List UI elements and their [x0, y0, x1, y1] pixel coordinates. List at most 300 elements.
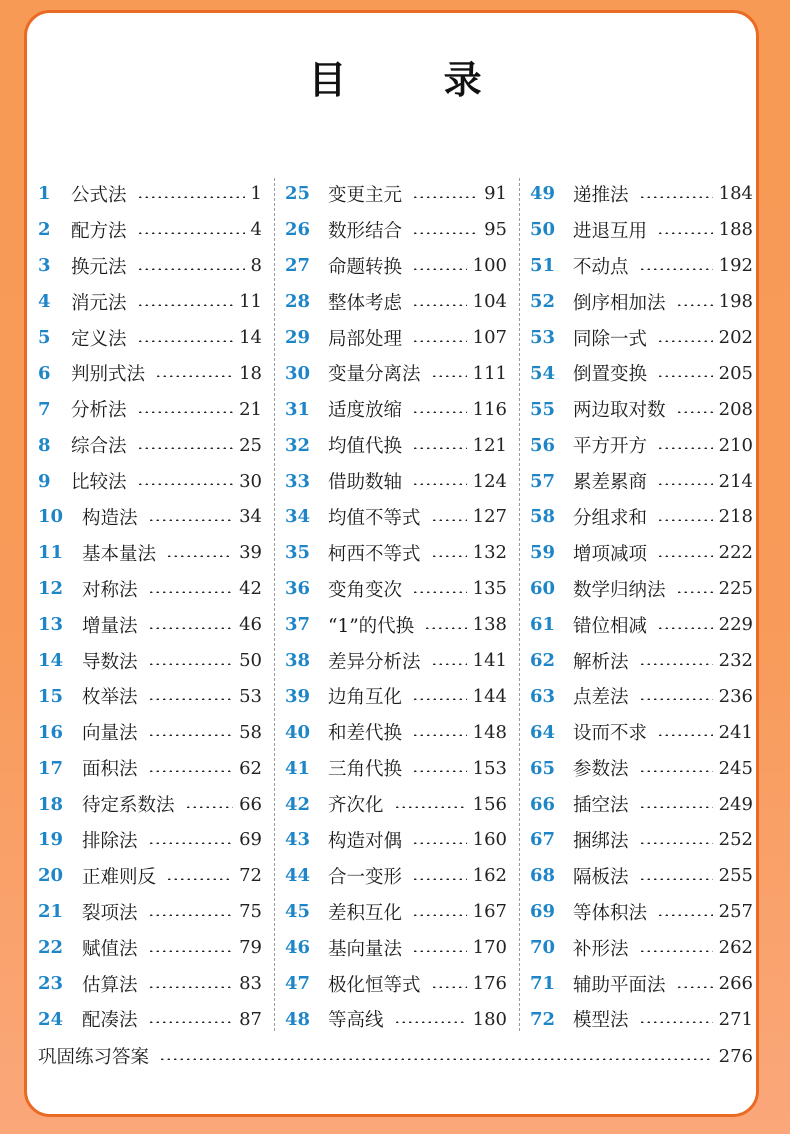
toc-entry-number: 61 [530, 614, 556, 636]
leader-dots [412, 591, 467, 593]
toc-entry-name: 借助数轴 [328, 472, 403, 494]
toc-entry-page: 192 [718, 255, 753, 277]
toc-entry-number: 57 [530, 470, 556, 492]
toc-entry-name: 边角互化 [328, 687, 403, 709]
toc-entry-number: 23 [38, 973, 64, 995]
toc-entry-page: 30 [239, 470, 262, 492]
toc-entry[interactable] [38, 966, 262, 1002]
toc-entry[interactable] [285, 571, 507, 607]
toc-entry-page: 255 [718, 865, 753, 887]
toc-entry-name: 隔板法 [573, 866, 629, 888]
leader-dots [148, 950, 234, 952]
leader-dots [639, 698, 713, 700]
toc-entry-name: 换元法 [71, 256, 127, 278]
toc-entry[interactable] [285, 248, 507, 284]
toc-entry[interactable] [38, 750, 262, 786]
toc-entry-name: 点差法 [573, 687, 629, 709]
toc-entry-name: 递推法 [573, 184, 629, 206]
toc-entry-name: 向量法 [82, 723, 138, 745]
toc-entry[interactable] [285, 966, 507, 1002]
leader-dots [412, 950, 467, 952]
toc-entry-number: 66 [530, 793, 556, 815]
leader-dots [148, 770, 234, 772]
toc-entry-page: 180 [472, 1008, 507, 1030]
toc-entry-name: 整体考虑 [328, 292, 403, 314]
leader-dots [412, 842, 467, 844]
toc-entry-page: 58 [239, 721, 262, 743]
toc-entry[interactable] [285, 212, 507, 248]
toc-entry[interactable] [38, 894, 262, 930]
leader-dots [431, 375, 467, 377]
toc-entry-name: 赋值法 [82, 938, 138, 960]
toc-entry-page: 202 [718, 327, 753, 348]
toc-entry-name: 合一变形 [328, 866, 403, 888]
toc-entry-answers[interactable] [38, 1040, 753, 1072]
toc-entry[interactable] [530, 248, 753, 284]
toc-entry-number: 69 [530, 901, 556, 923]
toc-entry[interactable] [285, 499, 507, 535]
toc-entry-page: 18 [239, 362, 262, 384]
toc-entry-page: 66 [239, 793, 262, 815]
toc-entry-page: 11 [239, 291, 262, 313]
toc-entry-name: 解析法 [573, 651, 629, 673]
toc-entry-number: 55 [530, 398, 556, 420]
toc-entry-page: 62 [239, 757, 262, 779]
toc-entry-number: 67 [530, 829, 556, 851]
toc-entry[interactable] [38, 499, 262, 535]
leader-dots [137, 304, 234, 306]
toc-entry-number: 68 [530, 865, 556, 887]
toc-entry-page: 245 [718, 757, 753, 779]
toc-entry-number: 32 [285, 434, 311, 456]
toc-entry-page: 271 [718, 1008, 753, 1030]
leader-dots [166, 878, 233, 880]
toc-entry[interactable] [38, 391, 262, 427]
toc-entry[interactable] [530, 427, 753, 463]
toc-entry-page: 214 [718, 470, 753, 492]
toc-entry-page: 53 [239, 685, 262, 707]
toc-entry-name: 定义法 [71, 328, 127, 350]
toc-entry[interactable] [38, 535, 262, 571]
toc-entry-page: 46 [239, 614, 262, 636]
toc-entry-name: 局部处理 [328, 328, 403, 350]
toc-entry-page: 205 [718, 362, 753, 384]
toc-entry-number: 51 [530, 255, 556, 277]
toc-entry[interactable] [530, 535, 753, 571]
leader-dots [412, 447, 467, 449]
toc-entry-page: 75 [239, 901, 262, 923]
toc-entry[interactable] [285, 714, 507, 750]
toc-entry[interactable] [530, 571, 753, 607]
toc-entry-name: 倒序相加法 [573, 292, 666, 314]
toc-entry-name: 同除一式 [573, 328, 648, 350]
toc-entry[interactable] [530, 1001, 753, 1037]
toc-entry[interactable] [530, 284, 753, 320]
toc-entry-name: “1”的代换 [328, 615, 415, 637]
toc-entry-number: 22 [38, 937, 64, 959]
toc-entry[interactable] [530, 463, 753, 499]
leader-dots [657, 519, 713, 521]
toc-entry-page: 121 [472, 434, 507, 456]
leader-dots [639, 878, 713, 880]
toc-entry[interactable] [530, 894, 753, 930]
toc-entry[interactable] [285, 176, 507, 212]
leader-dots [657, 340, 713, 342]
leader-dots [676, 591, 713, 593]
toc-entry-number: 50 [530, 219, 556, 241]
toc-entry-page: 1 [250, 183, 262, 205]
toc-entry[interactable] [285, 643, 507, 679]
toc-entry-number: 33 [285, 470, 311, 492]
toc-entry[interactable] [530, 355, 753, 391]
toc-entry-name: 变量分离法 [328, 364, 421, 386]
toc-entry[interactable] [38, 571, 262, 607]
toc-entry-number: 13 [38, 614, 64, 636]
toc-entry-name: 三角代换 [328, 759, 403, 781]
leader-dots [412, 411, 467, 413]
toc-entry-name: 增量法 [82, 615, 138, 637]
toc-entry[interactable] [285, 930, 507, 966]
toc-entry[interactable] [38, 786, 262, 822]
leader-dots [166, 555, 233, 557]
toc-entry[interactable] [38, 1001, 262, 1037]
toc-entry[interactable] [38, 427, 262, 463]
toc-entry-number: 42 [285, 793, 311, 815]
toc-entry-page: 148 [472, 721, 507, 743]
toc-entry[interactable] [530, 320, 753, 356]
toc-entry-name: 差积互化 [328, 902, 403, 924]
toc-entry-name: 错位相减 [573, 615, 648, 637]
leader-dots [412, 770, 467, 772]
toc-entry-number: 48 [285, 1008, 311, 1030]
toc-entry-page: 14 [239, 327, 262, 348]
toc-entry[interactable] [530, 212, 753, 248]
toc-entry-name: 设而不求 [573, 723, 648, 745]
toc-entry-name: 适度放缩 [328, 400, 403, 422]
toc-entry-name: 插空法 [573, 795, 629, 817]
toc-entry-number: 44 [285, 865, 311, 887]
toc-entry-name: 倒置变换 [573, 364, 648, 386]
toc-entry-number: 70 [530, 937, 556, 959]
toc-entry-page: 69 [239, 829, 262, 851]
leader-dots [676, 411, 713, 413]
toc-entry-page: 257 [718, 901, 753, 923]
leader-dots [676, 986, 713, 988]
toc-entry[interactable] [530, 391, 753, 427]
toc-entry-page: 198 [718, 291, 753, 313]
toc-entry-number: 46 [285, 937, 311, 959]
leader-dots [431, 555, 467, 557]
leader-dots [148, 698, 234, 700]
leader-dots [148, 842, 234, 844]
leader-dots [657, 627, 713, 629]
toc-entry-number: 35 [285, 542, 311, 564]
leader-dots [657, 555, 713, 557]
toc-entry-name: 对称法 [82, 579, 138, 601]
toc-entry-number: 49 [530, 183, 556, 205]
leader-dots [639, 950, 713, 952]
toc-entry[interactable] [530, 930, 753, 966]
toc-entry[interactable] [285, 391, 507, 427]
toc-entry-number: 38 [285, 650, 311, 672]
toc-entry[interactable] [530, 499, 753, 535]
toc-entry-number: 12 [38, 578, 64, 600]
toc-entry-number: 45 [285, 901, 311, 923]
toc-entry-number: 39 [285, 685, 311, 707]
leader-dots [424, 627, 466, 629]
toc-entry-page: 104 [472, 291, 507, 313]
leader-dots [657, 914, 713, 916]
toc-entry-name: 累差累商 [573, 472, 648, 494]
toc-entry-number: 64 [530, 721, 556, 743]
toc-entry[interactable] [38, 355, 262, 391]
toc-entry-page: 218 [718, 506, 753, 528]
toc-entry-number: 20 [38, 865, 64, 887]
toc-entry[interactable] [38, 284, 262, 320]
toc-entry[interactable] [285, 894, 507, 930]
toc-entry-page: 176 [472, 973, 507, 995]
toc-entry[interactable] [38, 678, 262, 714]
toc-entry-number: 62 [530, 650, 556, 672]
toc-entry-page: 144 [472, 685, 507, 707]
leader-dots [394, 806, 467, 808]
toc-entry[interactable] [530, 822, 753, 858]
toc-entry-page: 91 [484, 183, 507, 205]
leader-dots [657, 232, 713, 234]
toc-entry-number: 15 [38, 685, 64, 707]
toc-entry[interactable] [38, 176, 262, 212]
toc-entry-page: 167 [472, 901, 507, 923]
leader-dots [412, 734, 467, 736]
leader-dots [159, 1058, 713, 1060]
leader-dots [137, 196, 245, 198]
leader-dots [412, 268, 467, 270]
toc-entry[interactable] [530, 176, 753, 212]
toc-entry-page: 241 [718, 721, 753, 743]
toc-entry[interactable] [38, 320, 262, 356]
toc-entry-name: 极化恒等式 [328, 974, 421, 996]
page-title: 目 录 [308, 57, 524, 102]
toc-entry[interactable] [285, 607, 507, 643]
leader-dots [657, 447, 713, 449]
toc-entry-name: 两边取对数 [573, 400, 666, 422]
leader-dots [431, 986, 467, 988]
toc-entry-number: 36 [285, 578, 311, 600]
leader-dots [137, 447, 234, 449]
leader-dots [657, 734, 713, 736]
toc-entry-number: 25 [285, 183, 311, 205]
toc-entry[interactable] [38, 822, 262, 858]
leader-dots [676, 304, 713, 306]
toc-entry-name: 枚举法 [82, 687, 138, 709]
toc-entry[interactable] [530, 786, 753, 822]
toc-entry[interactable] [285, 355, 507, 391]
toc-entry[interactable] [530, 750, 753, 786]
toc-entry[interactable] [285, 320, 507, 356]
toc-entry-name: 增项减项 [573, 543, 648, 565]
toc-entry-number: 27 [285, 255, 311, 277]
toc-entry-page: 262 [718, 937, 753, 959]
toc-entry[interactable] [38, 643, 262, 679]
toc-entry[interactable] [530, 714, 753, 750]
toc-entry[interactable] [38, 714, 262, 750]
toc-entry-page: 107 [472, 327, 507, 348]
toc-entry[interactable] [530, 858, 753, 894]
toc-entry-page: 153 [472, 757, 507, 779]
toc-entry[interactable] [285, 678, 507, 714]
toc-entry-page: 100 [472, 255, 507, 277]
leader-dots [412, 914, 467, 916]
toc-entry-name: 构造法 [82, 507, 138, 529]
toc-entry-name: 分析法 [71, 400, 127, 422]
toc-entry-number: 71 [530, 973, 556, 995]
toc-entry-page: 79 [239, 937, 262, 959]
toc-entry[interactable] [285, 1001, 507, 1037]
toc-entry-number: 26 [285, 219, 311, 241]
toc-entry[interactable] [38, 858, 262, 894]
toc-entry[interactable] [38, 212, 262, 248]
toc-entry-number: 58 [530, 506, 556, 528]
leader-dots [412, 698, 467, 700]
leader-dots [639, 770, 713, 772]
toc-entry[interactable] [38, 930, 262, 966]
toc-entry-page: 4 [250, 219, 262, 241]
toc-entry-name: 变更主元 [328, 184, 403, 206]
toc-entry[interactable] [530, 607, 753, 643]
toc-column-1 [38, 176, 262, 1037]
toc-entry-number: 14 [38, 650, 64, 672]
toc-entry-name: 参数法 [573, 759, 629, 781]
toc-entry-name: 构造对偶 [328, 830, 403, 852]
toc-entry-name: 配凑法 [82, 1010, 138, 1032]
toc-entry-page: 8 [250, 255, 262, 277]
toc-entry[interactable] [38, 248, 262, 284]
toc-entry-number: 9 [38, 470, 51, 492]
toc-entry-page: 141 [472, 650, 507, 672]
leader-dots [185, 806, 234, 808]
leader-dots [657, 375, 713, 377]
leader-dots [148, 627, 234, 629]
toc-entry-number: 72 [530, 1008, 556, 1030]
toc-entry[interactable] [285, 427, 507, 463]
leader-dots [394, 1021, 467, 1023]
toc-entry-name: 辅助平面法 [573, 974, 666, 996]
leader-dots [412, 232, 478, 234]
toc-entry-page: 236 [718, 685, 753, 707]
toc-entry-number: 10 [38, 506, 64, 528]
toc-entry-page: 222 [718, 542, 753, 564]
toc-entry-page: 83 [239, 973, 262, 995]
toc-entry-page: 162 [472, 865, 507, 887]
leader-dots [137, 268, 245, 270]
toc-entry-page: 50 [239, 650, 262, 672]
toc-entry-name: 均值不等式 [328, 507, 421, 529]
toc-entry-page: 34 [239, 506, 262, 528]
toc-entry-number: 29 [285, 327, 311, 348]
toc-entry[interactable] [38, 607, 262, 643]
leader-dots [412, 340, 467, 342]
toc-entry-number: 16 [38, 721, 64, 743]
toc-entry-number: 40 [285, 721, 311, 743]
toc-entry[interactable] [285, 535, 507, 571]
toc-entry-name: 等体积法 [573, 902, 648, 924]
toc-entry-name: 均值代换 [328, 436, 403, 458]
toc-entry-name: 导数法 [82, 651, 138, 673]
toc-entry-name: 基向量法 [328, 938, 403, 960]
leader-dots [431, 519, 467, 521]
leader-dots [155, 375, 233, 377]
leader-dots [412, 196, 478, 198]
toc-entry-page: 252 [718, 829, 753, 851]
leader-dots [639, 196, 713, 198]
toc-entry-name: 排除法 [82, 830, 138, 852]
toc-entry-name: 模型法 [573, 1010, 629, 1032]
toc-entry-name: 配方法 [71, 220, 127, 242]
toc-entry-page: 160 [472, 829, 507, 851]
toc-entry-number: 65 [530, 757, 556, 779]
toc-entry-page: 138 [472, 614, 507, 636]
toc-entry-name: 判别式法 [71, 364, 146, 386]
toc-entry-number: 53 [530, 327, 556, 348]
toc-entry[interactable] [530, 678, 753, 714]
toc-entry-page: 156 [472, 793, 507, 815]
toc-entry-number: 63 [530, 685, 556, 707]
toc-entry-number: 7 [38, 398, 51, 420]
toc-entry-number: 54 [530, 362, 556, 384]
toc-entry-number: 8 [38, 434, 51, 456]
toc-entry-page: 111 [472, 362, 507, 384]
toc-entry-number: 21 [38, 901, 64, 923]
toc-entry[interactable] [285, 822, 507, 858]
toc-entry-page: 39 [239, 542, 262, 564]
toc-entry[interactable] [530, 643, 753, 679]
toc-entry-number: 31 [285, 398, 311, 420]
toc-entry-name: 不动点 [573, 256, 629, 278]
toc-entry-number: 4 [38, 291, 51, 313]
toc-entry-page: 170 [472, 937, 507, 959]
toc-entry-name: 综合法 [71, 436, 127, 458]
toc-entry-page: 232 [718, 650, 753, 672]
leader-dots [639, 842, 713, 844]
toc-entry[interactable] [530, 966, 753, 1002]
toc-entry[interactable] [285, 284, 507, 320]
toc-entry-name: 差异分析法 [328, 651, 421, 673]
toc-entry-name: 齐次化 [328, 795, 384, 817]
leader-dots [639, 1021, 713, 1023]
toc-entry-number: 28 [285, 291, 311, 313]
toc-entry[interactable] [285, 786, 507, 822]
toc-entry-page: 127 [472, 506, 507, 528]
toc-column-3 [530, 176, 753, 1037]
toc-entry[interactable] [38, 463, 262, 499]
toc-entry-page: 249 [718, 793, 753, 815]
leader-dots [639, 268, 713, 270]
toc-entry-name: 进退互用 [573, 220, 648, 242]
toc-entry-number: 6 [38, 362, 51, 384]
toc-entry-number: 18 [38, 793, 64, 815]
toc-entry[interactable] [285, 750, 507, 786]
toc-entry-name: 分组求和 [573, 507, 648, 529]
toc-column-2 [285, 176, 507, 1037]
toc-entry[interactable] [285, 463, 507, 499]
toc-entry-number: 52 [530, 291, 556, 313]
toc-entry[interactable] [285, 858, 507, 894]
toc-entry-name: 巩固练习答案 [38, 1047, 150, 1068]
toc-entry-number: 5 [38, 327, 51, 348]
toc-entry-name: 数形结合 [328, 220, 403, 242]
toc-entry-page: 21 [239, 398, 262, 420]
toc-entry-number: 24 [38, 1008, 64, 1030]
